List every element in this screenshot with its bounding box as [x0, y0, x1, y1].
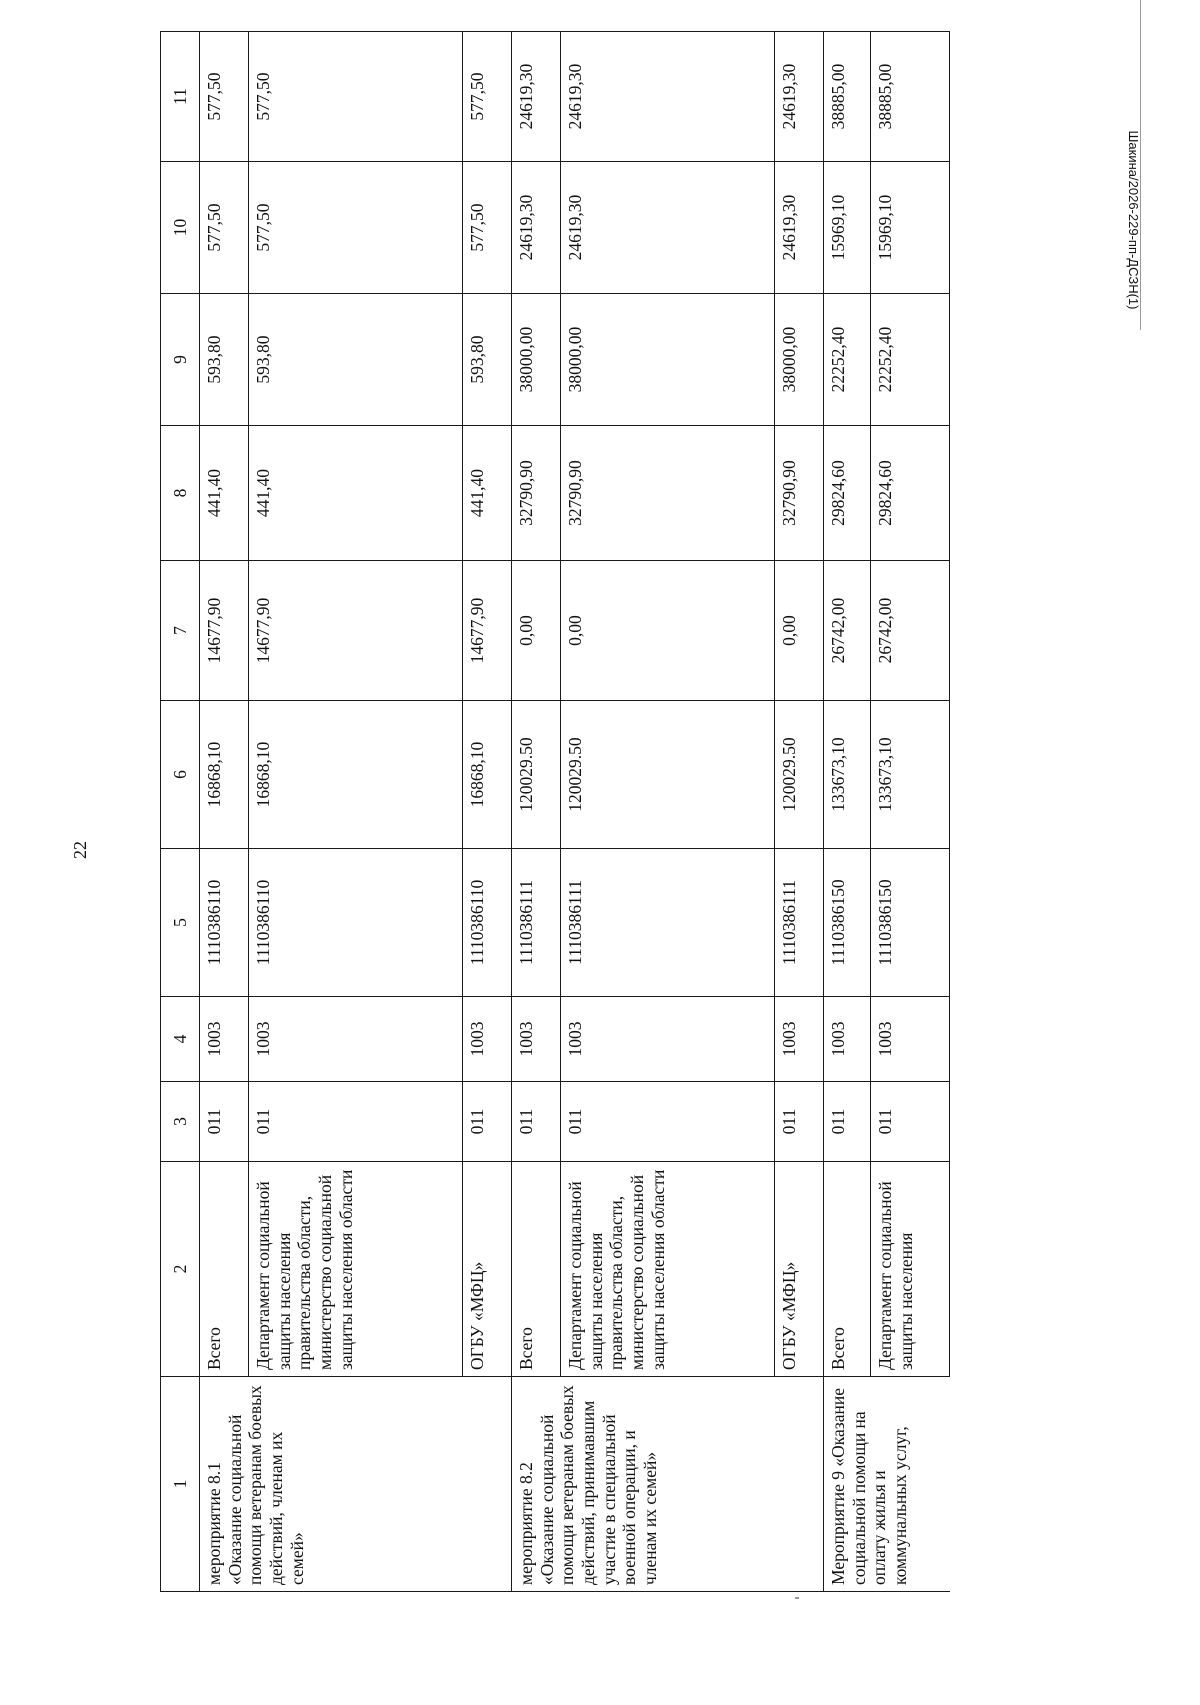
- table-cell: 15969,10: [824, 162, 871, 294]
- table-cell: 011: [824, 1082, 871, 1162]
- table-cell: 24619,30: [775, 162, 824, 294]
- measure-name: мероприятие 8.2 «Оказание социальной помощи ветеранам боевых действий, принимавшим участие в специальной военной операции, и членам их семей»: [512, 1377, 824, 1592]
- table-row: [463, 32, 512, 1592]
- table-cell: 16868,10: [463, 701, 512, 849]
- table-cell: 133673,10: [871, 701, 950, 849]
- table-cell: 32790,90: [561, 426, 775, 561]
- table-cell: 38885,00: [871, 32, 950, 162]
- table-cell: 593,80: [463, 294, 512, 426]
- table-cell: 133673,10: [824, 701, 871, 849]
- table-cell: 32790,90: [775, 426, 824, 561]
- executor-cell: Всего: [200, 1162, 249, 1377]
- table-cell: 1003: [200, 997, 249, 1082]
- table-cell: 32790,90: [512, 426, 561, 561]
- table-cell: 1110386110: [463, 849, 512, 997]
- header-col-9: 9: [161, 294, 200, 426]
- table-cell: 011: [512, 1082, 561, 1162]
- table-cell: 26742,00: [824, 561, 871, 701]
- page-number: 22: [70, 841, 90, 859]
- table-cell: 1110386150: [824, 849, 871, 997]
- table-cell: 1110386110: [249, 849, 463, 997]
- table-cell: 14677,90: [249, 561, 463, 701]
- table-cell: 593,80: [249, 294, 463, 426]
- header-col-7: 7: [161, 561, 200, 701]
- table-cell: 120029.50: [512, 701, 561, 849]
- table-cell: 26742,00: [871, 561, 950, 701]
- executor-cell: Департамент социальной защиты населения правительства области, министерство социальной защиты населения области: [249, 1162, 463, 1377]
- table-cell: 441,40: [249, 426, 463, 561]
- table-cell: 16868,10: [200, 701, 249, 849]
- table-cell: 011: [775, 1082, 824, 1162]
- table-cell: 120029.50: [561, 701, 775, 849]
- table-cell: 38000,00: [561, 294, 775, 426]
- header-col-8: 8: [161, 426, 200, 561]
- table-cell: 29824,60: [871, 426, 950, 561]
- scan-dot: [795, 1597, 799, 1599]
- executor-cell: Всего: [512, 1162, 561, 1377]
- table-cell: 1110386111: [561, 849, 775, 997]
- table-cell: 1003: [775, 997, 824, 1082]
- executor-cell: ОГБУ «МФЦ»: [775, 1162, 824, 1377]
- table-cell: 0,00: [775, 561, 824, 701]
- table-cell: 14677,90: [463, 561, 512, 701]
- executor-cell: Департамент социальной защиты населения правительства области, министерство социальной защиты населения области: [561, 1162, 775, 1377]
- table-cell: 38000,00: [775, 294, 824, 426]
- table-cell: 1003: [512, 997, 561, 1082]
- table-cell: 011: [200, 1082, 249, 1162]
- table-cell: 0,00: [561, 561, 775, 701]
- table-row: [871, 32, 950, 1592]
- table-cell: 1003: [463, 997, 512, 1082]
- executor-cell: Департамент социальной защиты населения: [871, 1162, 950, 1377]
- measure-name: мероприятие 8.1 «Оказание социальной помощи ветеранам боевых действий, членам их семей»: [200, 1377, 512, 1592]
- table-cell: 24619,30: [512, 162, 561, 294]
- table-cell: 593,80: [200, 294, 249, 426]
- table-cell: 1003: [824, 997, 871, 1082]
- table-cell: 1003: [249, 997, 463, 1082]
- table-row: [249, 32, 463, 1592]
- document-code: Шакина/2026-229-пп-ДСЗН(1): [1126, 130, 1141, 310]
- table-cell: 22252,40: [871, 294, 950, 426]
- header-col-1: 1: [161, 1377, 200, 1592]
- table-cell: 38000,00: [512, 294, 561, 426]
- table-cell: 22252,40: [824, 294, 871, 426]
- table-cell: 24619,30: [561, 162, 775, 294]
- table-cell: 441,40: [463, 426, 512, 561]
- table-cell: 011: [561, 1082, 775, 1162]
- table-cell: 577,50: [200, 32, 249, 162]
- table-row: [561, 32, 775, 1592]
- table-cell: 577,50: [249, 162, 463, 294]
- table-cell: 577,50: [200, 162, 249, 294]
- header-col-11: 11: [161, 32, 200, 162]
- table-cell: 15969,10: [871, 162, 950, 294]
- header-col-3: 3: [161, 1082, 200, 1162]
- header-col-6: 6: [161, 701, 200, 849]
- table-cell: 1003: [871, 997, 950, 1082]
- table-cell: 1110386111: [512, 849, 561, 997]
- table-cell: 24619,30: [512, 32, 561, 162]
- table-cell: 120029.50: [775, 701, 824, 849]
- table-cell: 24619,30: [561, 32, 775, 162]
- table-row: [824, 32, 871, 1592]
- table-cell: 24619,30: [775, 32, 824, 162]
- table-cell: 577,50: [463, 32, 512, 162]
- header-col-5: 5: [161, 849, 200, 997]
- table-cell: 577,50: [463, 162, 512, 294]
- table-row: [200, 32, 249, 1592]
- table-cell: 011: [249, 1082, 463, 1162]
- executor-cell: ОГБУ «МФЦ»: [463, 1162, 512, 1377]
- table-cell: 16868,10: [249, 701, 463, 849]
- executor-cell: Всего: [824, 1162, 871, 1377]
- table-cell: 1110386110: [200, 849, 249, 997]
- table-cell: 1003: [561, 997, 775, 1082]
- table-cell: 1110386111: [775, 849, 824, 997]
- table-cell: 577,50: [249, 32, 463, 162]
- header-col-2: 2: [161, 1162, 200, 1377]
- header-col-4: 4: [161, 997, 200, 1082]
- budget-table: [160, 31, 950, 1592]
- table-cell: 441,40: [200, 426, 249, 561]
- measure-name: Мероприятие 9 «Оказание социальной помощи на оплату жилья и коммунальных услуг,: [824, 1377, 950, 1592]
- table-row: [775, 32, 824, 1592]
- header-col-10: 10: [161, 162, 200, 294]
- table-row: [512, 32, 561, 1592]
- table-cell: 0,00: [512, 561, 561, 701]
- table-cell: 38885,00: [824, 32, 871, 162]
- table-cell: 14677,90: [200, 561, 249, 701]
- header-row: [161, 32, 200, 1592]
- table-cell: 011: [871, 1082, 950, 1162]
- table-cell: 29824,60: [824, 426, 871, 561]
- table-cell: 011: [463, 1082, 512, 1162]
- budget-table-frame: [160, 32, 974, 1592]
- table-cell: 1110386150: [871, 849, 950, 997]
